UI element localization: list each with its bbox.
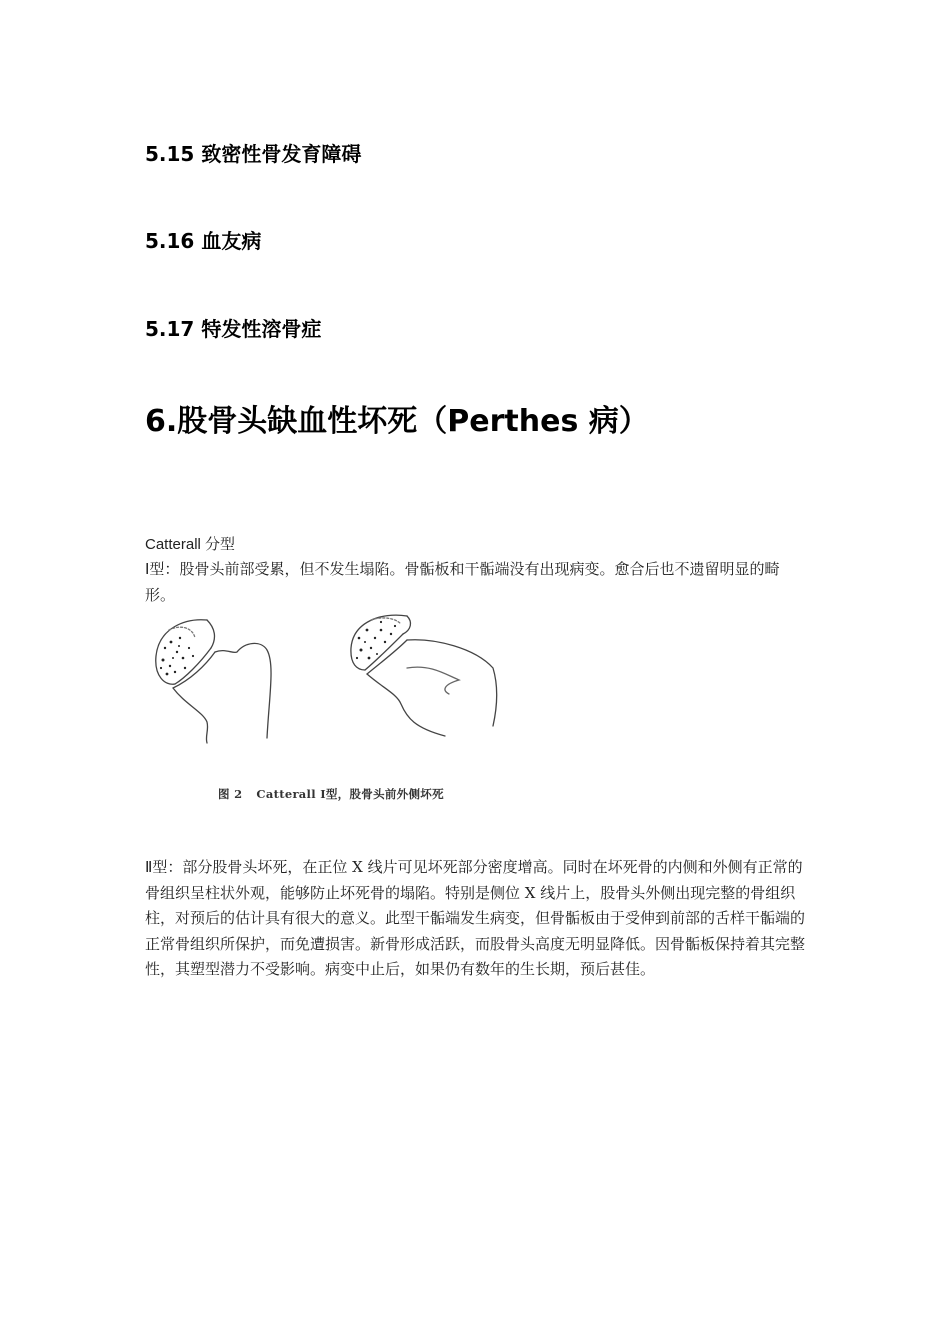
left-femoral-head-outline [156,620,207,684]
type1-label: Ⅰ型： [145,561,180,578]
catterall-figure [145,608,505,813]
type2-label: Ⅱ型： [145,859,183,876]
figure-caption-text: Catterall Ⅰ型，股骨头前外侧坏死 [256,787,444,801]
figure-caption [218,786,444,802]
left-necrosis-dots [160,637,194,676]
section-title: 血友病 [201,229,262,253]
figure-number: 图 2 [218,787,243,801]
section-number: 5.16 [145,229,195,253]
section-number: 5.15 [145,142,195,166]
section-heading-5-17 [145,313,321,342]
type2-paragraph [145,855,807,983]
type2-text: 部分股骨头坏死，在正位 X 线片可见坏死部分密度增高。同时在坏死骨的内侧和外侧有正常的骨组织呈柱状外观，能够防止坏死骨的塌陷。特别是侧位 X 线片上，股骨头外侧出现完整的骨组织柱，对预后的估计具有很大的意义。此型干骺端发生病变，但骨骺板由于受伸到前部的舌样干骺端的正常骨组织所保护，而免遭损害。新骨形成活跃，而股骨头高度无明显降低。因骨骺板保持着其完整性，其塑型潜力不受影响。病变中止后，如果仍有数年的生长期，预后甚佳。 [145,858,806,978]
femoral-head-illustration [145,608,505,783]
left-growth-plate [175,648,211,684]
classification-heading: Catterall 分型 [145,536,236,553]
type1-text: 股骨头前部受累，但不发生塌陷。骨骺板和干骺端没有出现病变。愈合后也不遗留明显的畸形。 [145,560,780,604]
section-heading-5-15 [145,138,361,167]
right-growth-plate [365,634,403,670]
section-heading-5-16 [145,225,261,254]
section-number: 5.17 [145,317,195,341]
section-title: 特发性溶骨症 [201,317,322,341]
chapter-title: 6.股骨头缺血性坏死（Perthes 病） [145,404,649,439]
right-femoral-head-outline [351,615,407,670]
left-trochanter [215,643,271,738]
section-title: 致密性骨发育障碍 [201,142,362,166]
type1-paragraph [145,557,807,608]
